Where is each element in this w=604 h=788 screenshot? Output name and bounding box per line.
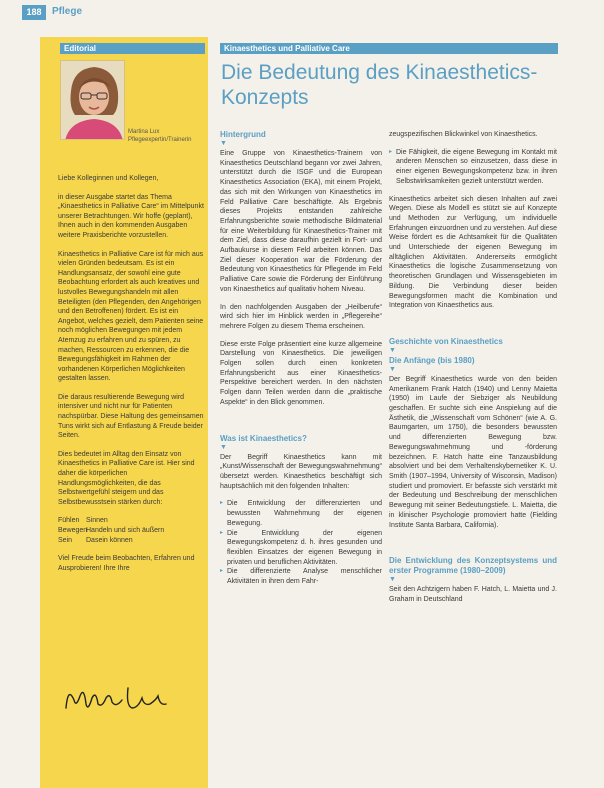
page-number: 188	[22, 5, 46, 20]
article-column-1	[220, 130, 382, 595]
editorial-paragraph: Die daraus resultierende Bewegung wird intensiver und nicht nur für Patienten nachspürbar. Diese Haltung des gemeinsamen Tuns wirkt sich auf Entlastung & Freude beider Seiten.	[58, 393, 204, 440]
bullet-list	[220, 499, 382, 586]
section-heading: Die Entwicklung des Konzeptsystems und erster Programme (1980–2009)	[389, 556, 557, 576]
section-heading: Was ist Kinaesthetics?	[220, 433, 307, 443]
article-title: Die Bedeutung des Kinaesthetics-Konzepts	[221, 61, 538, 109]
portrait-caption	[128, 128, 206, 144]
body-paragraph: Eine Gruppe von Kinaesthetics-Trainern von Kinaesthetics Deutschland begann vor zwei Jahren, unterstützt durch die ISGF und die European Kinaesthetics Association (EKA), mit einem Projekt, das sich mit den Wirkungen von Kinaesthetics im Feld Palliative Care beschäftigte. Als Ergebnis dieses Projekts entstanden zahlreiche Erfahrungsberichte sowie methodische Bildmaterial für eine Weiterbildung für Kinaesthetics-Trainer mit dem Ziel, dass diese daraufhin gezielt in Fort- und Aufbaukurse in diesem Feld arbeiten können. Das Ziel dieser Kooperation war die Förderung der Bedeutung von Kinaesthetics für Pflegende im Feld Palliative Care sowie die Förderung der Einführung von Kinaesthetics auf qualitativ hohem Niveau.	[220, 150, 382, 293]
body-paragraph: Der Begriff Kinaesthetics wurde von den beiden Amerikanern Frank Hatch (1940) und Lenny Maietta (1950) im Laufe der Siebziger als Neubildung geschaffen. Er suchte sich eine Anspielung auf die Ästhetik, die „Wissenschaft vom Schönen“ (wie A. G. Baumgarten, um 1750), die besonders bewussten und differenzierten Bewegung bzw. Bewegungswahrnehmung und -förderung bezeichnen. F. Hatch hatte eine Tanzausbildung absolviert und bei dem Verhaltenskybernetiker K. U. Smith (1907–1994, University of Wisconsin, Madison) studiert und promoviert. Er befasste sich verstärkt mit der Bedeutung und Beschreibung der menschlichen Bewegung mit seiner Bedeutungstiefe. L. Maietta, die in klinischer Psychologie promoviert hatte (Fielding Institute Santa Barbara, California).	[389, 375, 557, 529]
spacer	[220, 416, 382, 434]
table-value: Sinnen	[86, 517, 108, 525]
bullet-list	[389, 148, 557, 187]
author-role: Pflegeexpertin/Trainerin	[128, 137, 192, 143]
heading-arrow-icon: ▼	[389, 576, 396, 584]
heading-arrow-icon: ▼	[220, 443, 227, 451]
spacer	[389, 538, 557, 556]
list-item: ▸ Die Entwicklung der differenzierten und bewussten Wahrnehmung der eigenen Bewegung.	[220, 499, 382, 528]
editorial-paragraph: Liebe Kolleginnen und Kollegen,	[58, 175, 159, 182]
body-paragraph: Seit den Achtzigern haben F. Hatch, L. Maietta und J. Graham in Deutschland	[389, 586, 557, 603]
author-name: Martina Lux	[128, 129, 160, 135]
table-key: Bewegen	[58, 527, 88, 534]
list-item: ▸ Die differenzierte Analyse menschlicher Aktivitäten in ihren dem Fahr-	[220, 567, 382, 586]
signature-icon	[62, 678, 172, 718]
table-key: Fühlen	[58, 517, 80, 525]
body-paragraph: Kinaesthetics arbeitet sich diesen Inhalten auf zwei Wegen. Diese als Modell es stützt sie auf Konzepte und Methoden zur Verfügung, um individuelle Erfahrungen einzuordnen und zu verstehen. Auf diese Weise fördert es die Achtsamkeit für die Qualitäten und Unterschiede der eigenen Bewegung im alltäglichen Aktivitäten. Andererseits ermöglicht Kinaesthetics die logische Zusammensetzung von theoretischen Grundlagen und Wissensgebieten im Bildung. Die Verbindung dieser beiden Bewegungsformen macht die Kombination und Integration von Kinaesthetics aus.	[389, 195, 557, 310]
author-portrait	[60, 60, 125, 140]
section-name: Pflege	[52, 6, 83, 17]
article-column-2	[389, 130, 557, 613]
editorial-paragraph: in dieser Ausgabe startet das Thema „Kinaesthetics in Palliative Care“ im Mittelpunkt unserer Betrachtungen. Wir hoffe (geplant), Ihnen auch in den kommenden Ausgaben weitere Praxisberichte vorzustellen.	[58, 193, 204, 239]
page-header	[0, 0, 604, 26]
author-photo-icon	[61, 61, 125, 140]
heading-arrow-icon: ▼	[389, 346, 396, 354]
table-value: Handeln und sich äußern	[86, 527, 165, 534]
editorial-closing: Viel Freude beim Beobachten, Erfahren und Ausprobieren! Ihre Ihre	[58, 555, 195, 572]
editorial-text	[58, 174, 204, 582]
article-tag: Kinaesthetics und Palliative Care	[220, 43, 558, 54]
body-paragraph: Diese erste Folge präsentiert eine kurze allgemeine Darstellung von Kinaesthetics. Die jeweiligen Folgen sollen durch einen konkreten Erfahrungsbericht aus einer Kinaesthetics-Perspektive bereichert werden. In den nächsten Folgen dann Teilen werden dann die „praktische Aspekte“ in den Blick genommen.	[220, 340, 382, 406]
table-key: Sein	[58, 536, 73, 544]
list-item: ▸ Die Fähigkeit, die eigene Bewegung im Kontakt mit anderen Menschen so einzusetzen, dass diese in einer eigenen Bewegungskompetenz bzw. in ihren Selbstwirksamkeiten gezielt unterstützt werden.	[389, 148, 557, 187]
section-heading: Geschichte von Kinaesthetics	[389, 336, 503, 346]
editorial-paragraph: Dies bedeutet im Alltag den Einsatz von Kinaesthetics in Palliative Care ist. Hier sind daher die körperlichen Handlungsmöglichkeiten, die das Selbstwertgefühl steigern und das Selbstbewusstsein stärken durch:	[58, 450, 195, 506]
section-heading: Die Anfänge (bis 1980)	[389, 355, 475, 365]
table-value: Dasein können	[86, 536, 133, 544]
editorial-paragraph: Kinaesthetics in Palliative Care ist für mich aus vielen Gründen bedeutsam. Es ist ein Handlungsansatz, der sowohl eine gute Beobachtung erfordert als auch kreatives und lustvolles Bewegungshandeln mit allen Beteiligten (den Pflegenden, den Angehörigen und den Betroffenen) fördert. Es ist ein Angebot, welches gezielt, dem Patienten seine noch möglichen Bewegungen mit jedem Atemzug zu erfahren und zu spüren, zu machen, Ressourcen zu erkennen, die die Bewegungsfähigkeit im Rahmen der vorhandenen Körperlichen Möglichkeiten gestalten lassen.	[58, 250, 204, 383]
spacer	[389, 319, 557, 337]
body-paragraph: zeugspezifischen Blickwinkel von Kinaesthetics.	[389, 131, 538, 138]
heading-arrow-icon: ▼	[389, 365, 396, 373]
section-heading: Hintergrund	[220, 130, 266, 139]
list-item: ▸ Die Entwicklung der eigenen Bewegungskompetenz d. h. ihres gesunden und flexiblen Einsatzes der eigenen Bewegung in privaten und beruflichen Aktivitäten.	[220, 529, 382, 568]
editorial-table	[58, 516, 204, 545]
heading-arrow-icon: ▼	[220, 140, 227, 147]
body-paragraph: Der Begriff Kinaesthetics kann mit „Kunst/Wissenschaft der Bewegungswahrnehmung“ übersetzt werden. Kinaesthetics beschäftigt sich hauptsächlich mit den folgenden Inhalten:	[220, 453, 382, 490]
body-paragraph: In den nachfolgenden Ausgaben der „Heilberufe“ wird sich hier im Hinblick werden in „Pflegereihe“ mehrere Folgen zu diesem Thema erscheinen.	[220, 303, 382, 330]
editorial-tag: Editorial	[60, 43, 205, 54]
